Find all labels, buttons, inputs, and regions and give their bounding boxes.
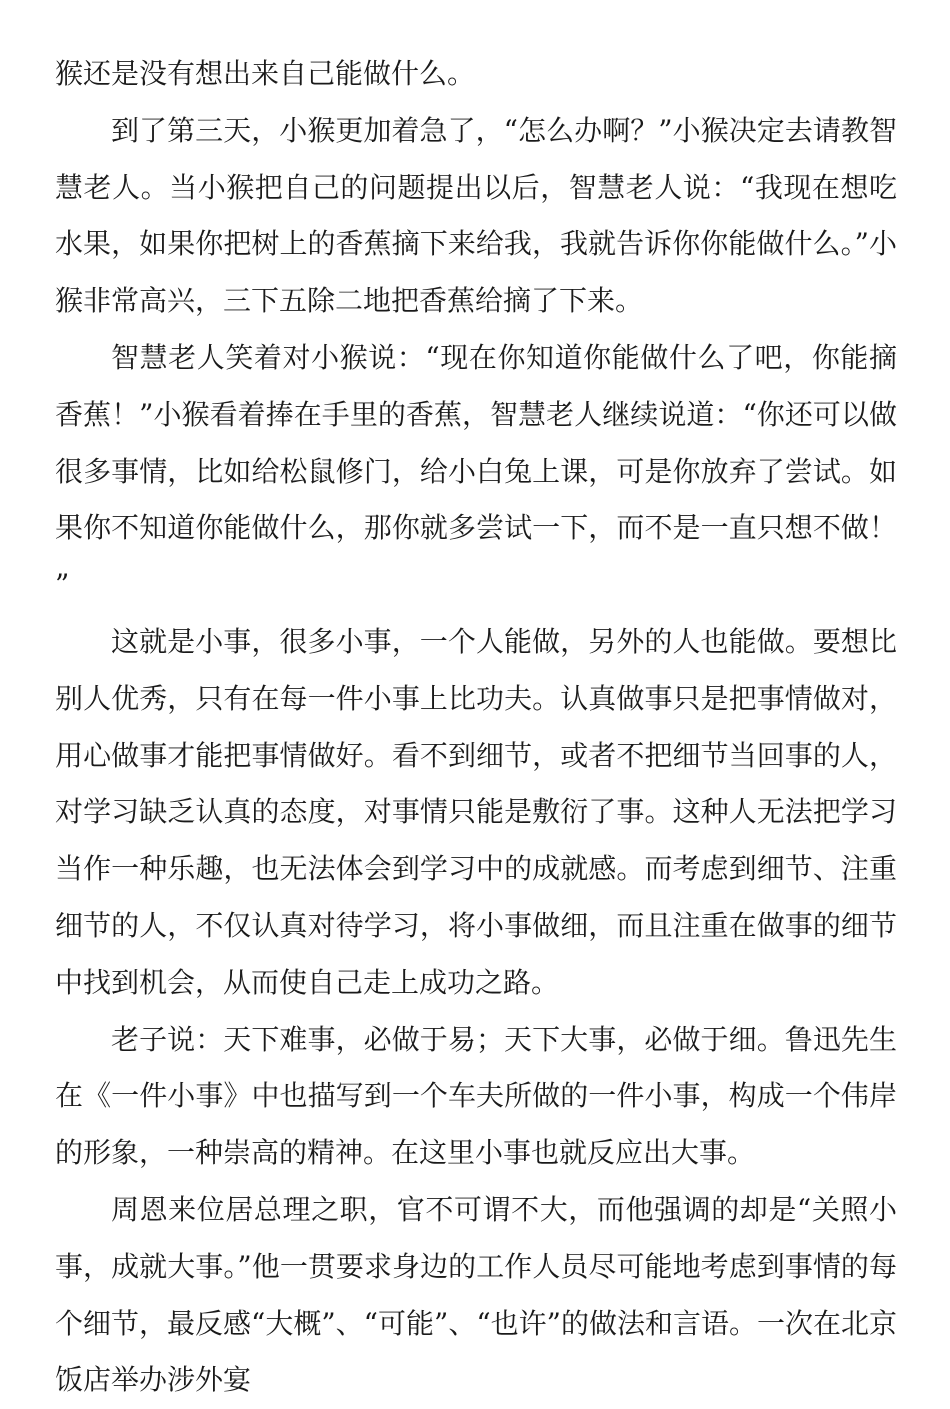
paragraph-6: 周恩来位居总理之职，官不可谓不大，而他强调的却是“关照小事，成就大事。”他一贯要求身边的工作人员尽可能地考虑到事情的每个细节，最反感“大概”、“可能”、“也许”的做法和言语。一次在北京饭店举办涉外宴 [55, 1192, 897, 1397]
paragraph-2: 到了第三天，小猴更加着急了，“怎么办啊？”小猴决定去请教智慧老人。当小猴把自己的问题提出以后，智慧老人说：“我现在想吃水果，如果你把树上的香蕉摘下来给我，我就告诉你你能做什么。”小猴非常高兴，三下五除二地把香蕉给摘了下来。 [55, 113, 897, 318]
paragraph-3: 智慧老人笑着对小猴说：“现在你知道你能做什么了吧，你能摘香蕉！”小猴看着捧在手里的香蕉，智慧老人继续说道：“你还可以做很多事情，比如给松鼠修门，给小白兔上课，可是你放弃了尝试。如果你不知道你能做什么，那你就多尝试一下，而不是一直只想不做！” [55, 340, 897, 602]
paragraph-1: 猴还是没有想出来自己能做什么。 [55, 57, 476, 90]
paragraph-5: 老子说：天下难事，必做于易；天下大事，必做于细。鲁迅先生在《一件小事》中也描写到一个车夫所做的一件小事，构成一个伟岸的形象，一种崇高的精神。在这里小事也就反应出大事。 [55, 1022, 897, 1170]
paragraph-4: 这就是小事，很多小事，一个人能做，另外的人也能做。要想比别人优秀，只有在每一件小事上比功夫。认真做事只是把事情做对，用心做事才能把事情做好。看不到细节，或者不把细节当回事的人，对学习缺乏认真的态度，对事情只能是敷衍了事。这种人无法把学习当作一种乐趣，也无法体会到学习中的成就感。而考虑到细节、注重细节的人，不仅认真对待学习，将小事做细，而且注重在做事的细节中找到机会，从而使自己走上成功之路。 [55, 624, 897, 999]
document-body [55, 46, 897, 1409]
